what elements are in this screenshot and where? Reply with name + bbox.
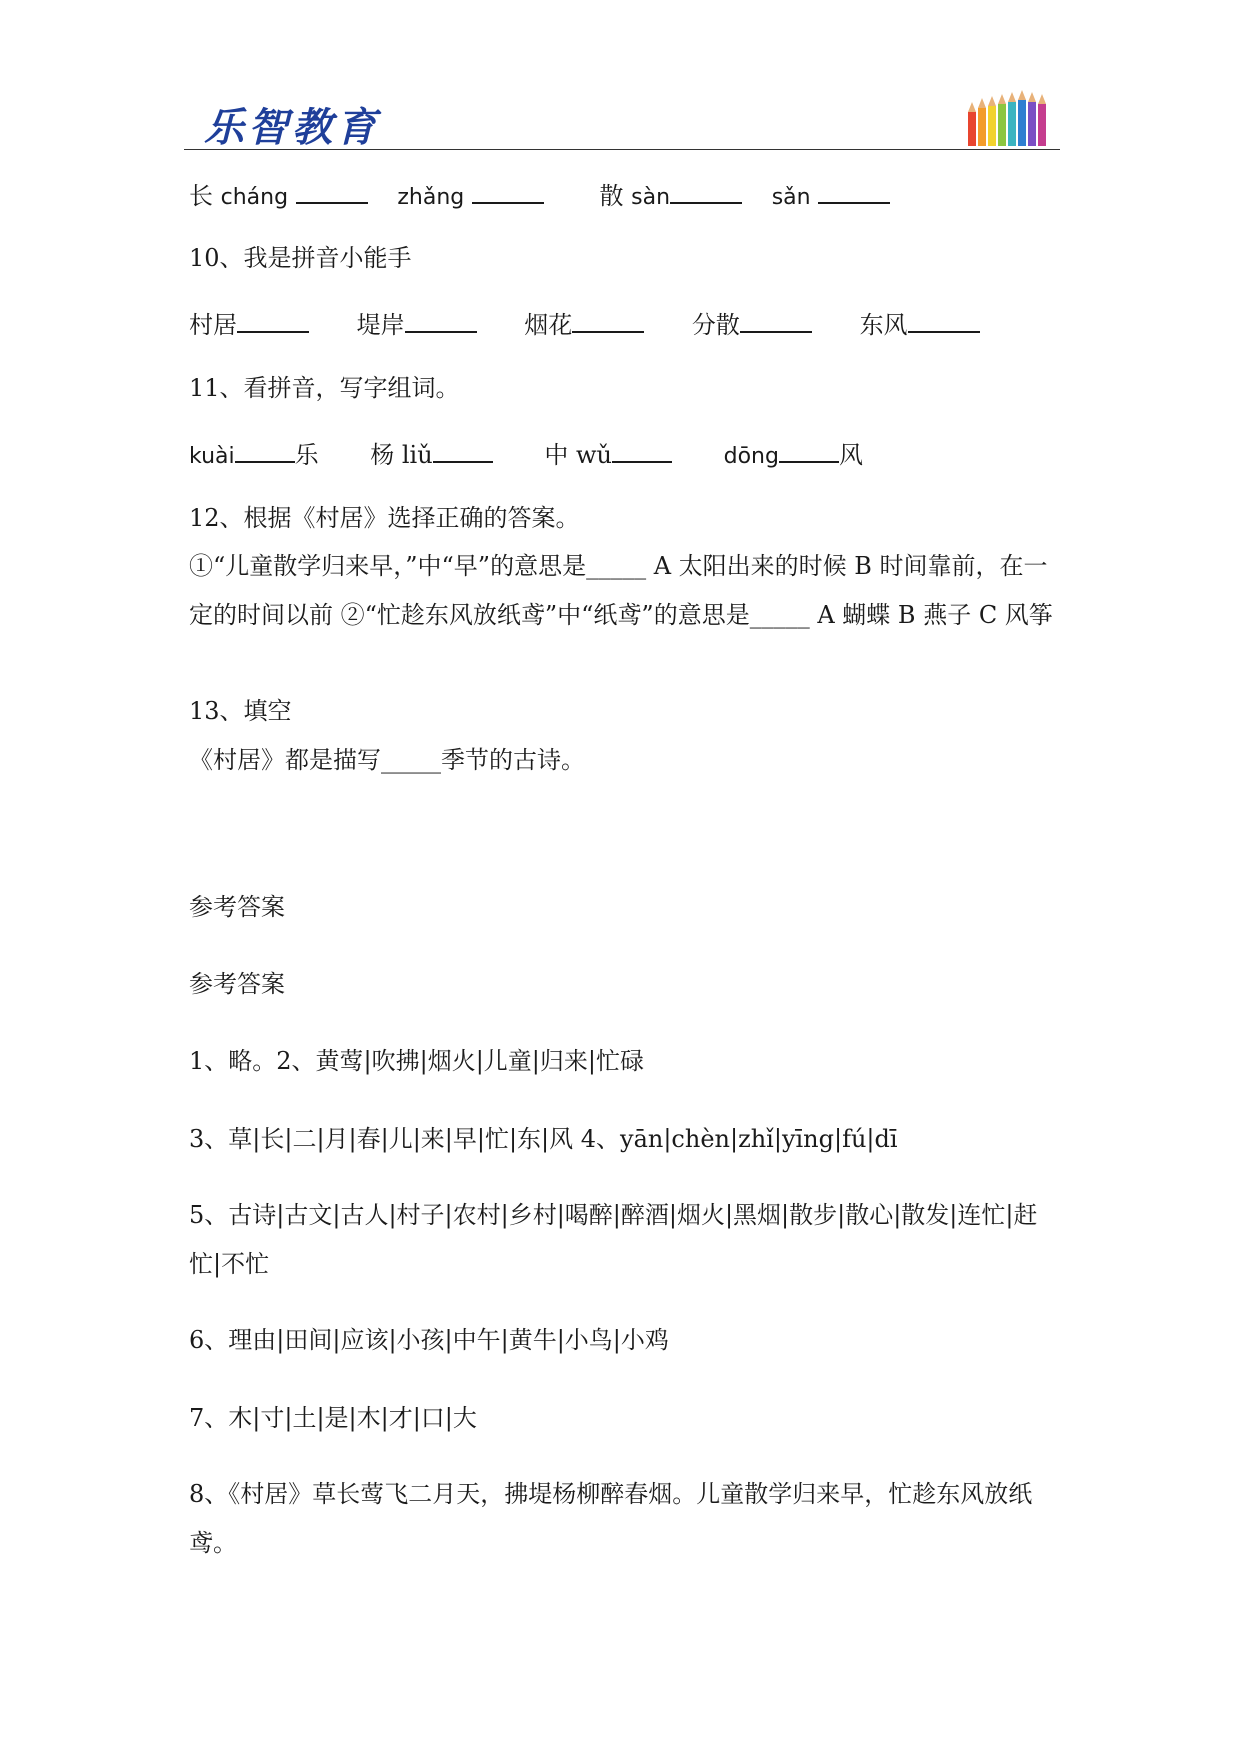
answer-3-4: 3、草|长|二|月|春|儿|来|早|忙|东|风 4、yān|chèn|zhǐ|yīng|fú|dī (189, 1125, 898, 1153)
q10-word: 烟花 (524, 311, 573, 339)
answer-1-2: 1、略。2、黄莺|吹拂|烟火|儿童|归来|忙碌 (189, 1047, 644, 1075)
answer-blank[interactable] (572, 307, 644, 333)
pencils-logo-icon (964, 90, 1056, 146)
question-10-title: 10、我是拼音小能手 (189, 244, 412, 272)
answers-heading: 参考答案 (189, 893, 285, 921)
answer-blank[interactable] (237, 307, 309, 333)
pinyin-item: zhǎng (397, 182, 551, 210)
answer-blank[interactable] (612, 437, 672, 463)
answer-6: 6、理由|田间|应该|小孩|中午|黄牛|小鸟|小鸡 (189, 1326, 669, 1354)
question-12-title: 12、根据《村居》选择正确的答案。 (189, 504, 580, 532)
answer-blank[interactable] (818, 178, 890, 204)
page-header (184, 90, 1060, 150)
answer-blank[interactable] (433, 437, 493, 463)
answer-8: 8、《村居》草长莺飞二月天，拂堤杨柳醉春烟。儿童散学归来早，忙趁东风放纸鸢。 (189, 1480, 1033, 1557)
q10-word: 村居 (189, 311, 237, 339)
answer-blank[interactable] (908, 307, 980, 333)
answer-blank[interactable] (405, 307, 477, 333)
answer-5: 5、古诗|古文|古人|村子|农村|乡村|喝醉|醉酒|烟火|黑烟|散步|散心|散发|连忙|赶忙|不忙 (189, 1201, 1038, 1278)
answer-blank[interactable] (296, 178, 368, 204)
q10-word-row (189, 307, 980, 341)
answer-blank[interactable] (235, 437, 295, 463)
pinyin-item: sǎn (772, 182, 891, 210)
pinyin-row (189, 178, 890, 214)
answer-blank[interactable] (472, 178, 544, 204)
question-13-title: 13、填空 (189, 697, 292, 725)
answer-blank[interactable] (670, 178, 742, 204)
q11-item-row: kuài 乐 杨 liǔ 中 wǔ dōng 风 (189, 437, 863, 473)
answer-blank[interactable] (779, 437, 839, 463)
brand-logo-text: 乐智教育 (204, 104, 380, 151)
q10-word: 堤岸 (356, 311, 405, 339)
answer-blank[interactable] (740, 307, 812, 333)
answer-7: 7、木|寸|土|是|木|才|口|大 (189, 1404, 477, 1432)
pinyin-item: 散 sàn (600, 182, 750, 210)
q10-word: 分散 (691, 311, 740, 339)
q10-word: 东风 (859, 311, 908, 339)
header-divider (184, 149, 1060, 150)
question-11-title: 11、看拼音，写字组词。 (189, 374, 460, 402)
question-12-body: ①“儿童散学归来早，”中“早”的意思是_____ A 太阳出来的时候 B 时间靠前，在一定的时间以前 ②“忙趁东风放纸鸢”中“纸鸢”的意思是_____ A 蝴蝶 B 燕子 C 风筝 (189, 552, 1053, 629)
answers-heading: 参考答案 (189, 970, 285, 998)
pinyin-item: 长 cháng (189, 182, 375, 210)
question-13-body: 《村居》都是描写_____季节的古诗。 (189, 746, 585, 774)
